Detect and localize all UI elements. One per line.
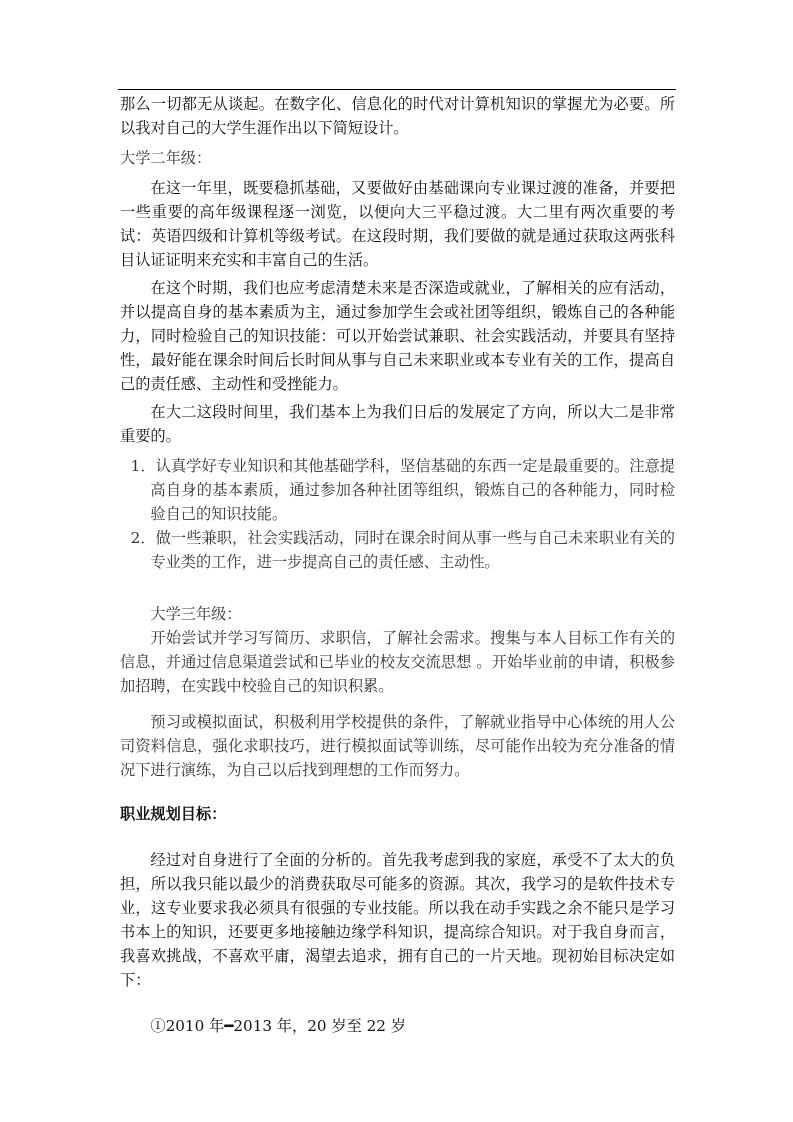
- list-item: 1．认真学好专业知识和其他基础学科，坚信基础的东西一定是最重要的。注意提高自身的基本素质，通过参加各种社团等组织，锻炼自己的各种能力，同时检验自己的知识技能。: [130, 457, 675, 523]
- paragraph-career-analysis: 经过对自身进行了全面的分析的。首先我考虑到我的家庭，承受不了太大的负担，所以我只能以最少的消费获取尽可能多的资源。其次，我学习的是软件技术专业，这专业要求我必须具有很强的专业技能。所以我在动手实践之余不能只是学习书本上的知识，还要更多地接触边缘学科知识，提高综合知识。对于我自身而言，我喜欢挑战，不喜欢平庸，渴望去追求，拥有自己的一片天地。现初始目标决定如下：: [120, 851, 675, 989]
- heading-year-two: 大学二年级：: [120, 149, 212, 167]
- document-body: [120, 92, 675, 1038]
- list-item: 2．做一些兼职，社会实践活动，同时在课余时间从事一些与自己未来职业有关的专业类的工作，进一步提高自己的责任感、主动性。: [130, 529, 675, 571]
- paragraph-year-two-activities: 在这个时期，我们也应考虑清楚未来是否深造或就业，了解相关的应有活动，并以提高自身的基本素质为主，通过参加学生会或社团等组织，锻炼自己的各种能力，同时检验自己的知识技能：可以开始尝试兼职、社会实践活动，并要具有坚持性，最好能在课余时间后长时间从事与自己未来职业或本专业有关的工作，提高自己的责任感、主动性和受挫能力。: [120, 279, 675, 393]
- paragraph-goal-period: ①2010 年━2013 年，20 岁至 22 岁: [150, 1017, 406, 1035]
- heading-career-goal: 职业规划目标：: [120, 805, 227, 823]
- year-two-list: [120, 454, 675, 574]
- heading-year-three: 大学三年级：: [150, 605, 242, 623]
- header-rule: [118, 89, 676, 90]
- paragraph-year-two-overview: 在这一年里，既要稳抓基础，又要做好由基础课向专业课过渡的准备，并要把一些重要的高年级课程逐一浏览，以便向大三平稳过渡。大二里有两次重要的考试：英语四级和计算机等级考试。在这段时期，我们要做的就是通过获取这两张科目认证证明来充实和丰富自己的生活。: [120, 179, 675, 269]
- paragraph-year-three-jobsearch: 开始尝试并学习写简历、求职信，了解社会需求。搜集与本人目标工作有关的信息，并通过信息渠道尝试和已毕业的校友交流思想 。开始毕业前的申请，积极参加招聘，在实践中校验自己的知识积累。: [120, 629, 675, 695]
- paragraph-year-two-importance: 在大二这段时间里，我们基本上为我们日后的发展定了方向，所以大二是非常重要的。: [120, 403, 675, 445]
- paragraph-intro: 那么一切都无从谈起。在数字化、信息化的时代对计算机知识的掌握尤为必要。所以我对自己的大学生涯作出以下简短设计。: [120, 95, 675, 137]
- paragraph-year-three-interview: 预习或模拟面试，积极利用学校提供的条件，了解就业指导中心体统的用人公司资料信息，强化求职技巧，进行模拟面试等训练，尽可能作出较为充分准备的情况下进行演练，为自己以后找到理想的工作而努力。: [120, 713, 675, 779]
